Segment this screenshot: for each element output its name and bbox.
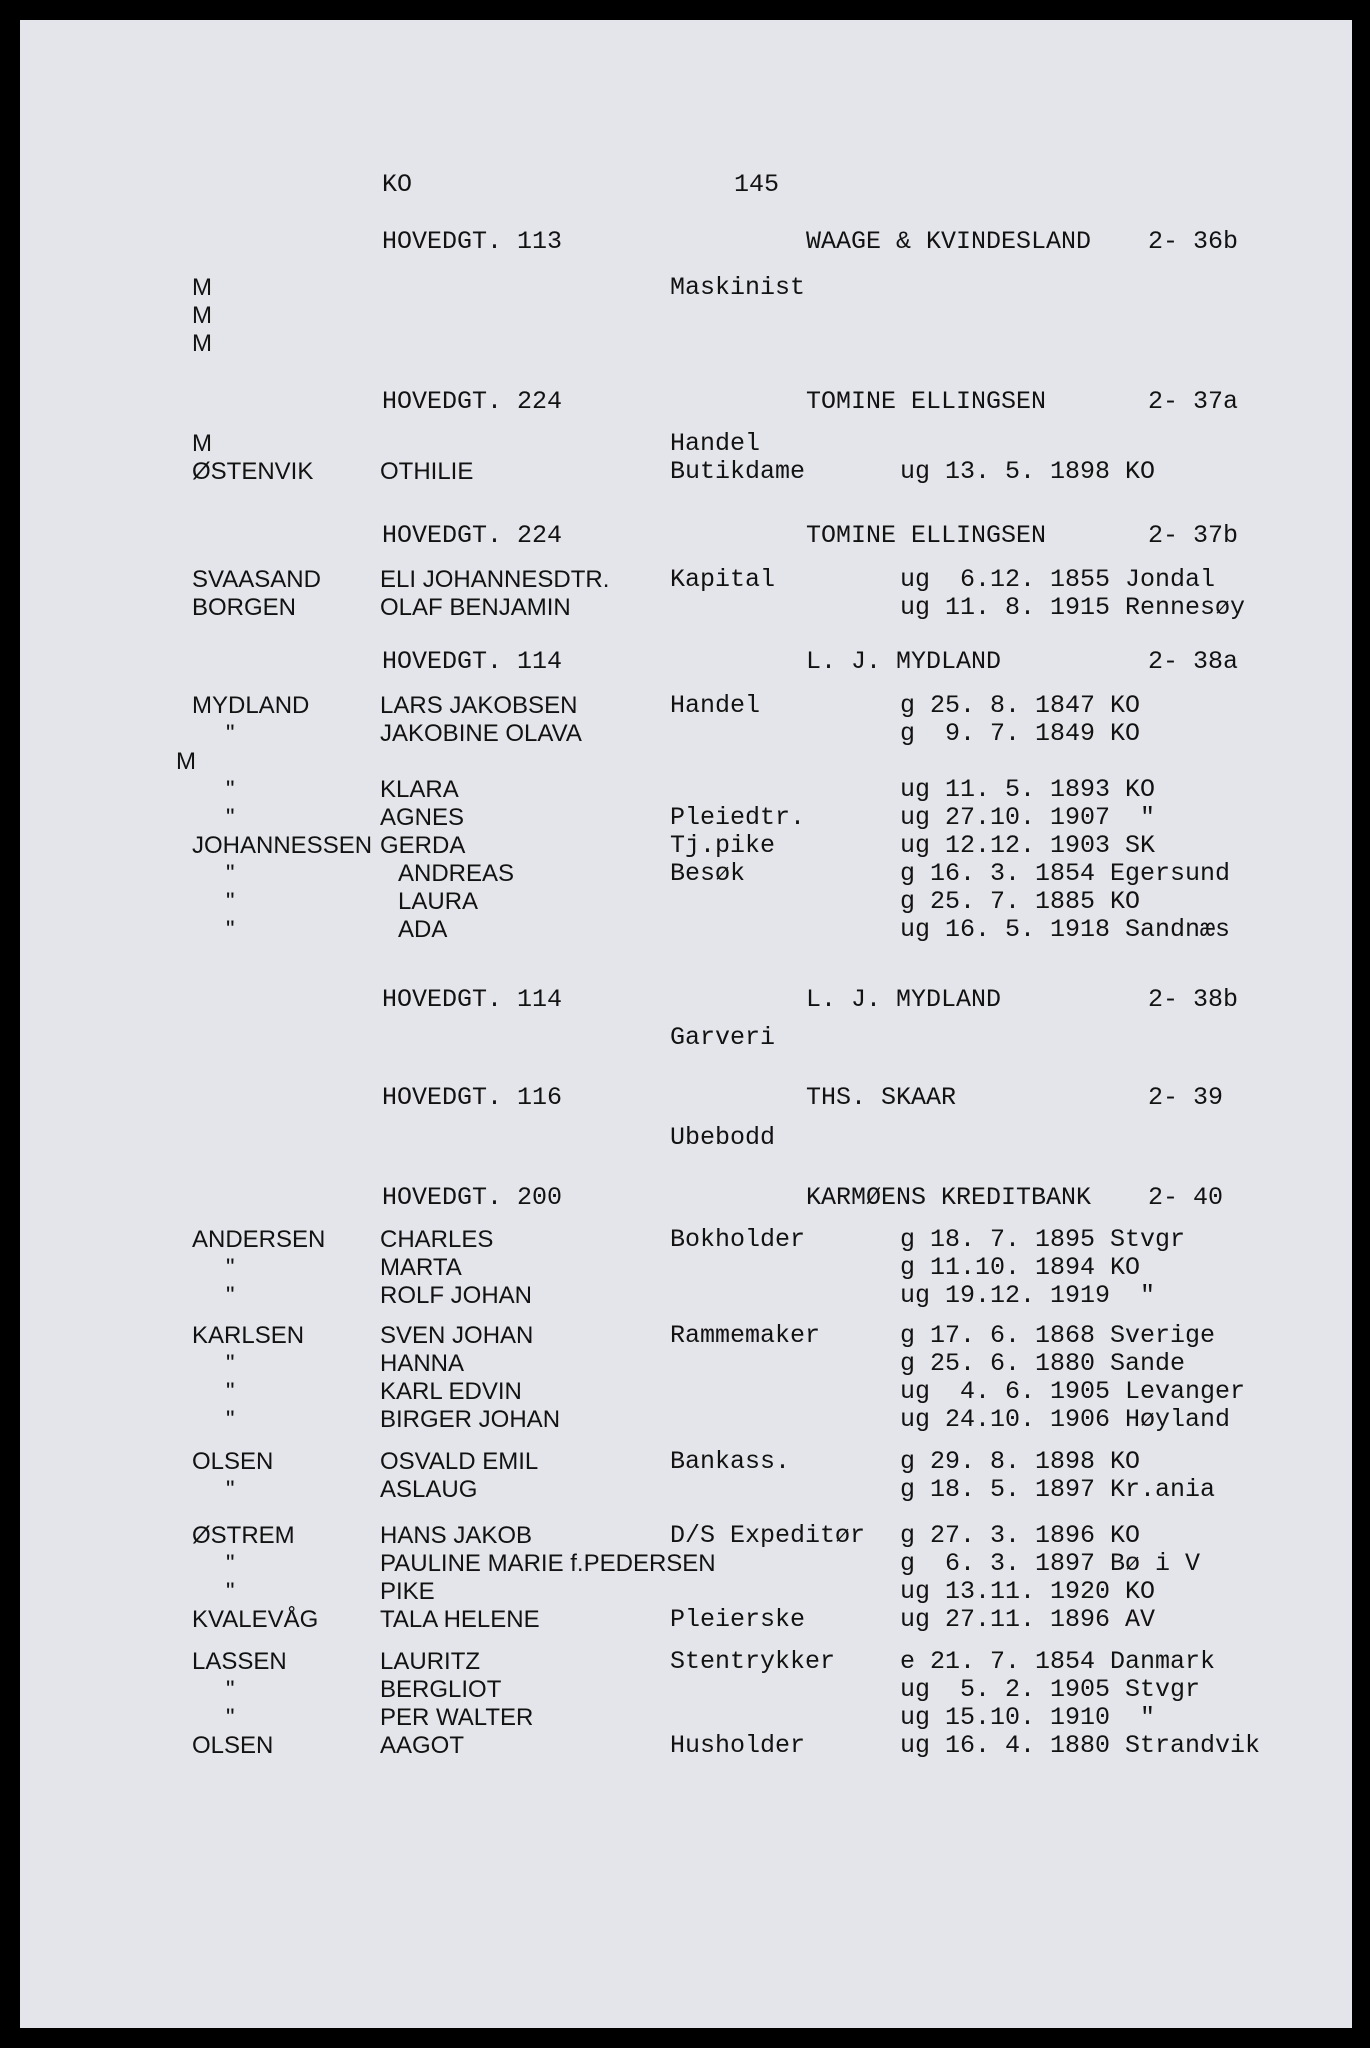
birth-date-place: g 6. 3. 1897 Bø i V [900, 1549, 1201, 1578]
surname: " [226, 1254, 235, 1281]
occupation: Handel [670, 429, 761, 458]
house-ref: 2- 37a [1148, 387, 1239, 416]
address-heading: HOVEDGT. 224 [382, 387, 563, 416]
owner-name: L. J. MYDLAND [806, 985, 1002, 1014]
surname: " [226, 1550, 235, 1577]
surname: M [192, 430, 212, 457]
surname: KARLSEN [192, 1322, 305, 1349]
surname: " [226, 1282, 235, 1309]
surname: OLSEN [192, 1732, 274, 1759]
birth-date-place: ug 11. 8. 1915 Rennesøy [900, 593, 1246, 622]
owner-name: THS. SKAAR [806, 1083, 957, 1112]
birth-date-place: g 25. 8. 1847 KO [900, 691, 1141, 720]
surname: ØSTREM [192, 1522, 295, 1549]
occupation: Ubebodd [670, 1123, 776, 1152]
address-heading: HOVEDGT. 116 [382, 1083, 563, 1112]
given-name: PIKE [380, 1578, 435, 1605]
page-number: 145 [734, 170, 780, 199]
given-name: KARL EDVIN [380, 1378, 522, 1405]
given-name: PAULINE MARIE f.PEDERSEN [380, 1550, 716, 1577]
birth-date-place: e 21. 7. 1854 Danmark [900, 1647, 1216, 1676]
owner-name: TOMINE ELLINGSEN [806, 387, 1047, 416]
given-name: SVEN JOHAN [380, 1322, 534, 1349]
given-name: ASLAUG [380, 1476, 478, 1503]
surname: " [226, 916, 235, 943]
given-name: TALA HELENE [380, 1606, 540, 1633]
given-name: PER WALTER [380, 1704, 534, 1731]
birth-date-place: ug 13.11. 1920 KO [900, 1577, 1156, 1606]
birth-date-place: g 18. 7. 1895 Stvgr [900, 1225, 1186, 1254]
surname: ANDERSEN [192, 1226, 326, 1253]
owner-name: WAAGE & KVINDESLAND [806, 227, 1092, 256]
occupation: Pleiedtr. [670, 803, 806, 832]
surname: " [226, 1676, 235, 1703]
surname: KVALEVÅG [192, 1606, 319, 1633]
surname: M [192, 330, 212, 357]
surname: LASSEN [192, 1648, 287, 1675]
given-name: AAGOT [380, 1732, 465, 1759]
surname: " [226, 860, 235, 887]
birth-date-place: ug 19.12. 1919 " [900, 1281, 1156, 1310]
occupation: Kapital [670, 565, 776, 594]
occupation: Stentrykker [670, 1647, 836, 1676]
given-name: HANS JAKOB [380, 1522, 533, 1549]
address-heading: HOVEDGT. 200 [382, 1183, 563, 1212]
birth-date-place: ug 15.10. 1910 " [900, 1703, 1156, 1732]
given-name: JAKOBINE OLAVA [380, 720, 582, 747]
given-name: OTHILIE [380, 458, 474, 485]
occupation: Bankass. [670, 1447, 791, 1476]
occupation: Handel [670, 691, 761, 720]
surname: " [226, 1350, 235, 1377]
given-name: LAURA [398, 888, 479, 915]
surname: " [226, 720, 235, 747]
occupation: D/S Expeditør [670, 1521, 866, 1550]
birth-date-place: g 16. 3. 1854 Egersund [900, 859, 1231, 888]
birth-date-place: ug 11. 5. 1893 KO [900, 775, 1156, 804]
birth-date-place: ug 6.12. 1855 Jondal [900, 565, 1216, 594]
given-name: BERGLIOT [380, 1676, 502, 1703]
owner-name: L. J. MYDLAND [806, 647, 1002, 676]
occupation: Maskinist [670, 273, 806, 302]
house-ref: 2- 37b [1148, 521, 1239, 550]
given-name: LARS JAKOBSEN [380, 692, 578, 719]
surname: SVAASAND [192, 566, 321, 593]
given-name: BIRGER JOHAN [380, 1406, 561, 1433]
house-ref: 2- 38a [1148, 647, 1239, 676]
birth-date-place: g 25. 7. 1885 KO [900, 887, 1141, 916]
birth-date-place: ug 27.10. 1907 " [900, 803, 1156, 832]
house-ref: 2- 38b [1148, 985, 1239, 1014]
birth-date-place: ug 5. 2. 1905 Stvgr [900, 1675, 1201, 1704]
address-heading: HOVEDGT. 224 [382, 521, 563, 550]
birth-date-place: ug 13. 5. 1898 KO [900, 457, 1156, 486]
given-name: GERDA [380, 832, 466, 859]
house-ref: 2- 36b [1148, 227, 1239, 256]
occupation: Garveri [670, 1023, 776, 1052]
birth-date-place: ug 4. 6. 1905 Levanger [900, 1377, 1246, 1406]
birth-date-place: ug 16. 4. 1880 Strandvik [900, 1731, 1261, 1760]
occupation: Besøk [670, 859, 746, 888]
given-name: ADA [398, 916, 448, 943]
given-name: OLAF BENJAMIN [380, 594, 571, 621]
surname: " [226, 888, 235, 915]
birth-date-place: g 29. 8. 1898 KO [900, 1447, 1141, 1476]
surname: OLSEN [192, 1448, 274, 1475]
surname: M [192, 302, 212, 329]
occupation: Bokholder [670, 1225, 806, 1254]
birth-date-place: g 11.10. 1894 KO [900, 1253, 1141, 1282]
given-name: CHARLES [380, 1226, 494, 1253]
given-name: LAURITZ [380, 1648, 481, 1675]
given-name: AGNES [380, 804, 465, 831]
surname: M [176, 748, 196, 775]
birth-date-place: ug 27.11. 1896 AV [900, 1605, 1156, 1634]
given-name: KLARA [380, 776, 459, 803]
owner-name: TOMINE ELLINGSEN [806, 521, 1047, 550]
house-ref: 2- 39 [1148, 1083, 1224, 1112]
birth-date-place: g 18. 5. 1897 Kr.ania [900, 1475, 1216, 1504]
page-code: KO [382, 170, 413, 199]
surname: " [226, 1578, 235, 1605]
occupation: Pleierske [670, 1605, 806, 1634]
document-page [20, 20, 1352, 2028]
address-heading: HOVEDGT. 114 [382, 985, 563, 1014]
birth-date-place: g 25. 6. 1880 Sande [900, 1349, 1186, 1378]
birth-date-place: ug 24.10. 1906 Høyland [900, 1405, 1231, 1434]
surname: ØSTENVIK [192, 458, 314, 485]
surname: " [226, 776, 235, 803]
occupation: Tj.pike [670, 831, 776, 860]
surname: " [226, 1704, 235, 1731]
surname: MYDLAND [192, 692, 310, 719]
occupation: Husholder [670, 1731, 806, 1760]
given-name: ELI JOHANNESDTR. [380, 566, 610, 593]
address-heading: HOVEDGT. 114 [382, 647, 563, 676]
given-name: ANDREAS [398, 860, 515, 887]
surname: " [226, 1378, 235, 1405]
birth-date-place: ug 12.12. 1903 SK [900, 831, 1156, 860]
surname: M [192, 274, 212, 301]
address-heading: HOVEDGT. 113 [382, 227, 563, 256]
birth-date-place: g 17. 6. 1868 Sverige [900, 1321, 1216, 1350]
surname: JOHANNESSEN [192, 832, 373, 859]
occupation: Butikdame [670, 457, 806, 486]
occupation: Rammemaker [670, 1321, 821, 1350]
birth-date-place: g 9. 7. 1849 KO [900, 719, 1141, 748]
surname: " [226, 1406, 235, 1433]
given-name: HANNA [380, 1350, 465, 1377]
house-ref: 2- 40 [1148, 1183, 1224, 1212]
surname: " [226, 1476, 235, 1503]
given-name: ROLF JOHAN [380, 1282, 533, 1309]
given-name: OSVALD EMIL [380, 1448, 539, 1475]
owner-name: KARMØENS KREDITBANK [806, 1183, 1092, 1212]
surname: BORGEN [192, 594, 297, 621]
surname: " [226, 804, 235, 831]
birth-date-place: ug 16. 5. 1918 Sandnæs [900, 915, 1231, 944]
given-name: MARTA [380, 1254, 462, 1281]
birth-date-place: g 27. 3. 1896 KO [900, 1521, 1141, 1550]
